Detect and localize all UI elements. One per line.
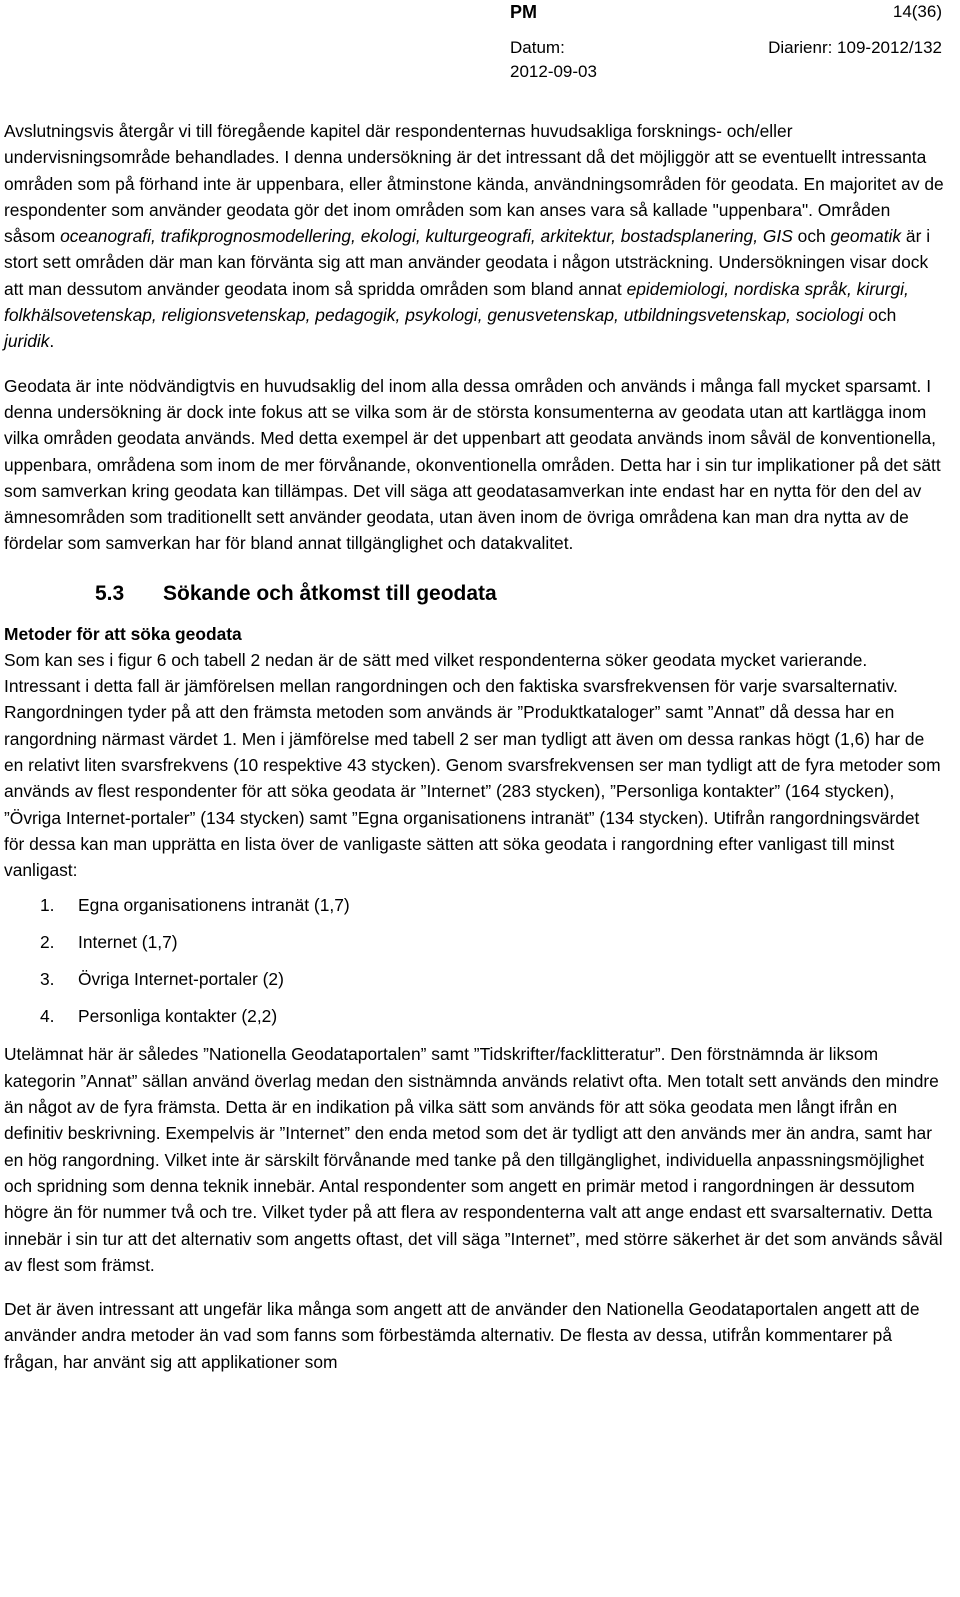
paragraph-geodataportal: Det är även intressant att ungefär lika många som angett att de använder den Nationella Geodataportalen angett att de använder andra metoder än vad som fanns som förbestämda alternativ. De flesta av dessa, utifrån kommentarer på frågan, har använt sig att applikationer som — [4, 1299, 920, 1372]
paragraph-research-areas — [4, 118, 944, 355]
list-item-text: Övriga Internet-portaler (2) — [78, 969, 284, 990]
text-run: . — [49, 331, 55, 352]
registration-number: Diarienr: 109-2012/132 — [768, 38, 942, 57]
text-run: Avslutningsvis återgår vi till föregående kapitel där respondenternas huvudsakliga forsknings- och/eller undervisningsområde behandlades. I denna undersökning är det intressant då det möjliggör att se eventuellt intressanta områden som på förhand inte är uppenbara, eller åtminstone kända, användningsområden för geodata. En majoritet av de respondenter som använder geodata gör det inom områden som kan anses vara så kallade "uppenbara". Områden såsom — [4, 121, 944, 247]
list-item-number: 2. — [40, 932, 55, 953]
text-run: och — [863, 305, 897, 326]
italic-term: epidemiologi, nordiska språk, kirurgi, folkhälsovetenskap, religionsvetenskap, pedagogik, psykologi, genusvetenskap, utbildningsvetenskap, sociologi — [4, 278, 909, 326]
paragraph-search-methods: Som kan ses i figur 6 och tabell 2 nedan är de sätt med vilket respondenterna söker geodata mycket varierande. Intressant i detta fall är jämförelsen mellan rangordningen och den faktiska svarsfrekvensen för varje svarsalternativ. Rangordningen tyder på att den främsta metoden som används är ”Produktkataloger” samt ”Annat” då dessa har en rangordning närmast värdet 1. Men i jämförelse med tabell 2 ser man tydligt att även om dessa rankas högt (1,6) har de en relativt liten svarsfrekvens (10 respektive 43 stycken). Genom svarsfrekvensen ser man tydligt att de fyra metoder som används av flest respondenter för att söka geodata är ”Internet” (283 stycken), ”Personliga kontakter” (164 stycken), ”Övriga Internet-portaler” (134 stycken) samt ”Egna organisationens intranät” (134 stycken). Utifrån rangordningsvärdet för dessa kan man upprätta en lista över de vanligaste sätten att söka geodata i rangordning efter vanligast till minst vanligast: — [4, 649, 941, 881]
text-run: är i stort sett områden där man kan förvänta sig att man använder geodata i någon utsträckning. Undersökningen visar dock att man dessutom använder geodata inom så spridda områden som bland annat — [4, 226, 931, 299]
list-item — [4, 930, 944, 954]
paragraph-geodata-usage: Geodata är inte nödvändigtvis en huvudsaklig del inom alla dessa områden och används i många fall mycket sparsamt. I denna undersökning är dock inte fokus att se vilka som är de största konsumenterna av geodata utan att kartlägga inom vilka områden geodata används. Med detta exempel är det uppenbart att geodata används inom såväl de konventionella, uppenbara, områdena som inom de mer förvånande, okonventionella områden. Detta har i sin tur implikationer på det sätt som samverkan kring geodata kan tillämpas. Det vill säga att geodatasamverkan inte endast har en nytta för den del av ämnesområden som traditionellt sett använder geodata, utan även inom de övriga områdena kan man dra nytta av de fördelar som samverkan har för bland annat tillgänglighet och datakvalitet. — [4, 375, 941, 554]
section-title: Sökande och åtkomst till geodata — [163, 581, 497, 605]
page-number: 14(36) — [892, 2, 942, 21]
list-item-text: Egna organisationens intranät (1,7) — [78, 895, 350, 916]
document-date: 2012-09-03 — [510, 62, 597, 81]
list-item — [4, 893, 944, 917]
ranked-method-list — [4, 893, 944, 1028]
italic-term: oceanografi, trafikprognosmodellering, ekologi, kulturgeografi, arkitektur, bostadsplanering, GIS — [60, 226, 793, 247]
list-item — [4, 1004, 944, 1028]
text-run: och — [792, 226, 831, 247]
italic-term: geomatik — [830, 226, 902, 247]
document-body — [4, 118, 944, 1375]
list-item-number: 4. — [40, 1006, 55, 1027]
list-item-number: 3. — [40, 969, 55, 990]
list-item — [4, 967, 944, 991]
list-item-number: 1. — [40, 895, 55, 916]
subheading: Metoder för att söka geodata — [4, 623, 242, 644]
date-label: Datum: — [510, 38, 565, 57]
list-item-text: Internet (1,7) — [78, 932, 178, 953]
italic-term: juridik — [4, 331, 50, 352]
document-type: PM — [510, 2, 537, 22]
section-number: 5.3 — [95, 581, 125, 605]
list-item-text: Personliga kontakter (2,2) — [78, 1006, 278, 1027]
section-heading — [95, 581, 944, 607]
paragraph-omitted-methods: Utelämnat här är således ”Nationella Geodataportalen” samt ”Tidskrifter/facklitteratur”. Den förstnämnda är liksom kategorin ”Annat” sällan använd överlag medan den sistnämnda används relativt ofta. Men totalt sett används den mindre än något av de fyra främsta. Detta är en indikation på vilka sätt som används för att söka geodata men långt ifrån en definitiv beskrivning. Exempelvis är ”Internet” den enda metod som det är tydligt att den används mer än andra, samt har en hög rangordning. Vilket inte är särskilt förvånande med tanke på den tillgänglighet, individuella anpassningsmöjlighet och spridning som denna teknik innebär. Antal respondenter som angett en primär metod i rangordningen är dessutom högre än för nummer två och tre. Vilket tyder på att flera av respondenterna valt att ange endast ett svarsalternativ. Detta innebär i sin tur att det alternativ som angetts oftast, det vill säga ”Internet”, med större säkerhet är det som används såväl av flest som främst. — [4, 1044, 943, 1275]
